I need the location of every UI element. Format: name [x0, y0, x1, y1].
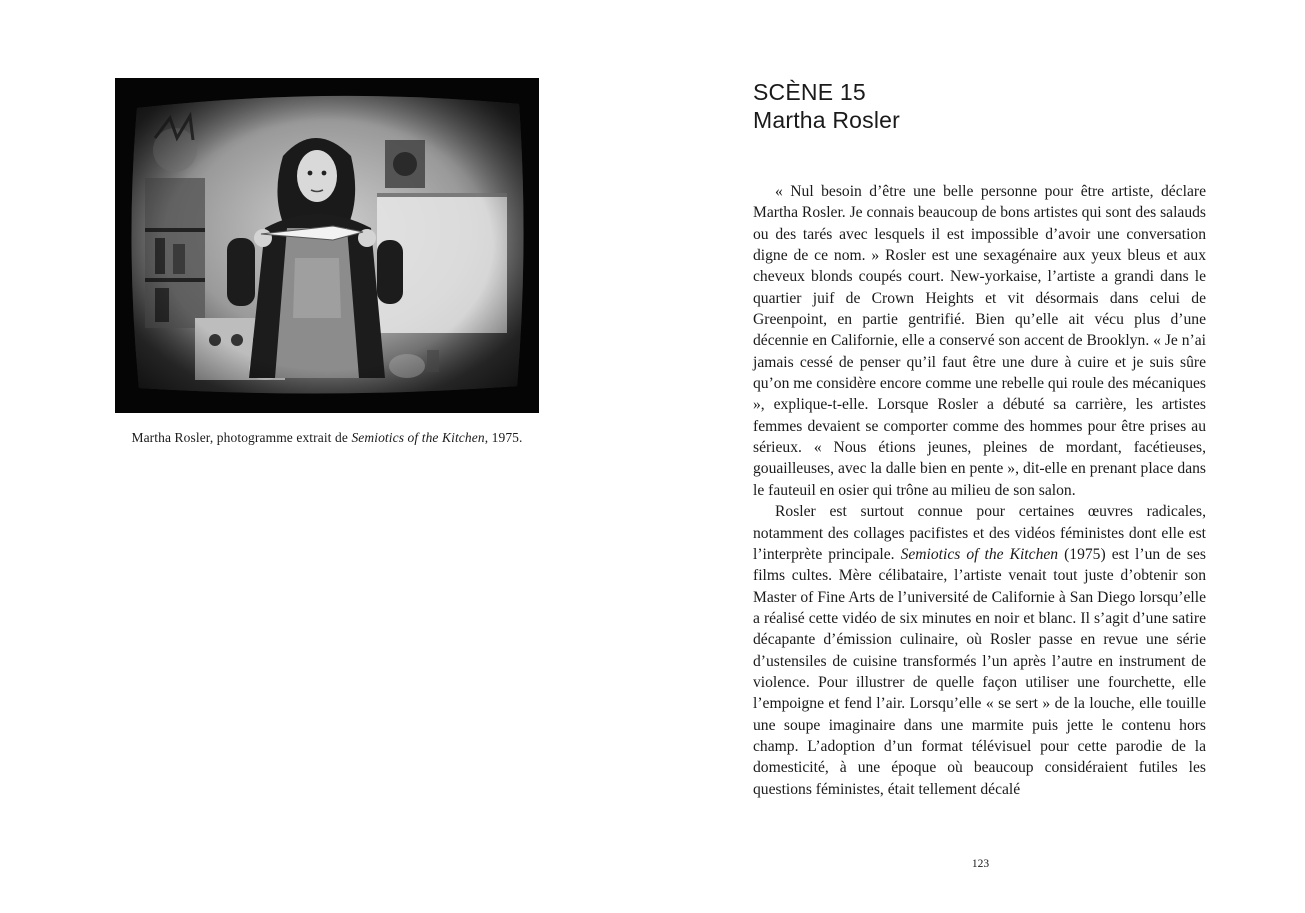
- caption-suffix: , 1975.: [484, 430, 523, 445]
- text-run: « Nul besoin d’être une belle personne pour être artiste, déclare Martha Rosler. Je connais beaucoup de bons artistes qui sont des salauds ou des tarés avec lesquels il est impossible d’avoir une conversation digne de ce nom. » Rosler est une sexagénaire aux yeux bleus et aux cheveux blonds coupés court. New-yorkaise, l’artiste a grandi dans le quartier juif de Crown Heights et vit désormais dans celui de Greenpoint, en partie gentrifié. Bien qu’elle ait vécu plus d’une décennie en Californie, elle a conservé son accent de Brooklyn. « Je n’ai jamais cessé de penser qu’il faut être une dure à cuire et je suis sûre qu’on me considère encore comme une rebelle qui roule des mécaniques », explique-t-elle. Lorsque Rosler a débuté sa carrière, les artistes femmes devaient se comporter comme des hommes pour être prises au sérieux. « Nous étions jeunes, pleines de mordant, facétieuses, gouailleuses, avec la dalle bien en pente », dit-elle en prenant place dans le fauteuil en osier qui trône au milieu de son salon.: [753, 183, 1206, 499]
- italic-text-run: Semiotics of the Kitchen: [900, 545, 1059, 563]
- scene-title: Martha Rosler: [753, 107, 901, 133]
- text-run: (1975) est l’un de ses films cultes. Mère célibataire, l’artiste venait tout juste d’obtenir son Master of Fine Arts de l’université de Californie à San Diego lorsqu’elle a réalisé cette vidéo de six minutes en noir et blanc. Il s’agit d’une satire décapante d’émission culinaire, où Rosler passe en revue une série d’ustensiles de cuisine transformés l’un après l’autre en instrument de violence. Pour illustrer de quelle façon utiliser une fourchette, elle l’empoigne et fend l’air. Lorsqu’elle « se sert » de la louche, elle touille une soupe imaginaire dans une marmite puis jette le contenu hors champ. L’adoption d’un format télévisuel pour cette parodie de la domesticité, à une époque où beaucoup considéraient futiles les questions féministes, était tellement décalé: [753, 545, 1206, 798]
- film-still-photo: [115, 78, 539, 413]
- body-paragraph: [753, 181, 1206, 501]
- page-number: 123: [971, 858, 990, 870]
- caption-prefix: Martha Rosler, photogramme extrait de: [131, 430, 352, 445]
- scene-header: [753, 78, 1213, 134]
- body-paragraph: [753, 501, 1206, 800]
- text-run: Rosler est surtout connue pour certaines œuvres radicales, notamment des collages pacifistes et des vidéos féministes dont elle est l’interprète principale.: [753, 503, 1206, 563]
- tv-screen-image: [115, 78, 539, 413]
- body-text: [753, 181, 1206, 800]
- photo-caption: [115, 430, 539, 446]
- caption-film-title: Semiotics of the Kitchen: [351, 430, 485, 445]
- scene-number: SCÈNE 15: [753, 79, 866, 105]
